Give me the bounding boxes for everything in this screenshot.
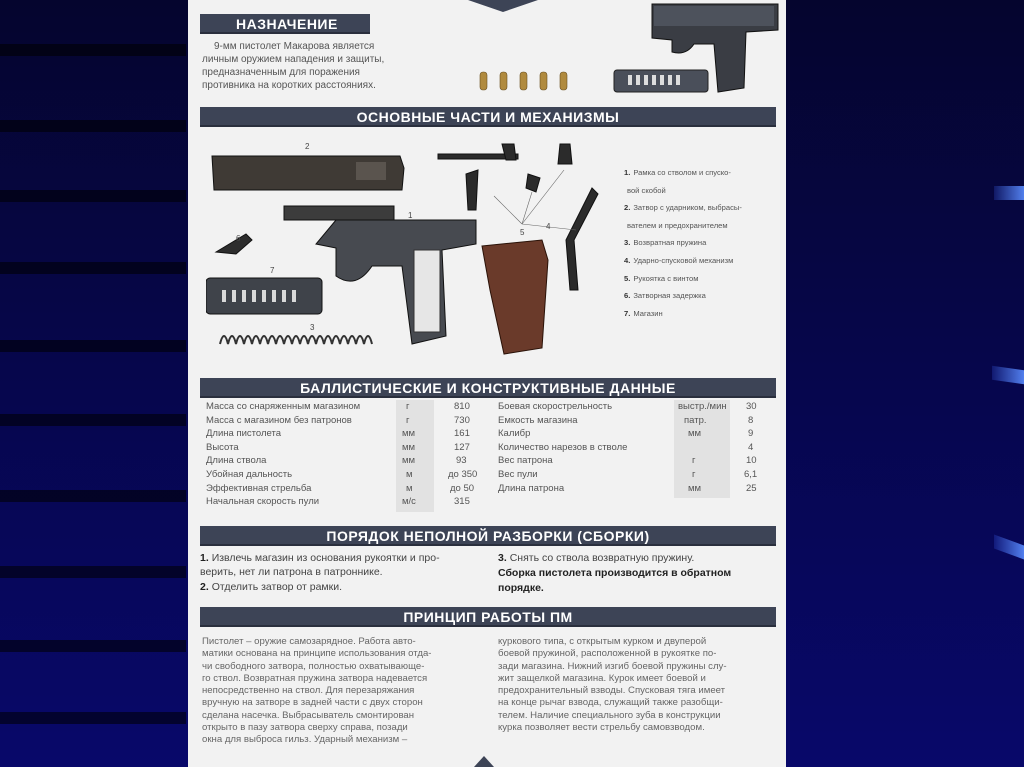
assembly-note-cont: порядке. <box>498 582 544 594</box>
section-title-principle: ПРИНЦИП РАБОТЫ ПМ <box>200 607 776 627</box>
assembly-note: Сборка пистолета производится в обратном <box>498 567 732 579</box>
slide-part <box>212 156 404 190</box>
table-row: Количество нарезов в стволе 4 <box>498 441 754 453</box>
table-row: Вес пули г 6,1 <box>498 468 758 480</box>
section-title-ballistic: БАЛЛИСТИЧЕСКИЕ И КОНСТРУКТИВНЫЕ ДАННЫЕ <box>200 378 776 398</box>
section-title-purpose: НАЗНАЧЕНИЕ <box>200 14 370 34</box>
legend-item: 4. Ударно-спусковой механизм <box>624 255 734 265</box>
table-row: Высота мм 127 <box>206 441 470 453</box>
bg-glow <box>994 186 1024 200</box>
pistol-image <box>642 0 786 96</box>
step-2: 2. Отделить затвор от рамки. <box>200 581 343 593</box>
legend-item: 2. Затвор с ударником, выбрасы- <box>624 203 742 213</box>
ballistic-table-right <box>498 400 778 495</box>
text-line: жит защелкой магазина. Курок имеет боевой и <box>498 672 706 684</box>
bg-streak <box>0 712 186 724</box>
text-line: матики основана на принципе использования отда- <box>202 648 432 660</box>
text-line: Пистолет – оружие самозарядное. Работа авто- <box>202 636 416 647</box>
legend-item: 1. Рамка со стволом и спуско- <box>624 168 731 177</box>
purpose-line: 9-мм пистолет Макарова является <box>214 41 375 52</box>
ballistic-table-left <box>206 400 496 509</box>
table-row: Длина патрона мм 25 <box>498 482 757 494</box>
part-label-1: 1 <box>408 211 413 220</box>
legend-item: вой скобой <box>627 185 666 195</box>
table-row: Масса с магазином без патронов г 730 <box>206 414 470 426</box>
recoil-spring-part <box>220 336 372 344</box>
text-line: окна для выброса гильз. Ударный механизм – <box>202 734 408 746</box>
text-line: куркового типа, с открытым курком и двуперой <box>498 636 707 647</box>
bg-streak <box>0 340 186 352</box>
text-line: курка позволяет вести стрельбу самовзводом. <box>498 722 705 734</box>
text-line: предохранительный взводы. Спусковая тяга имеет <box>498 685 726 697</box>
text-line: телем. Наличие специального зуба в конструкции <box>498 709 721 721</box>
bg-streak <box>0 640 186 652</box>
purpose-line: предназначенным для поражения <box>202 67 360 78</box>
bg-glow <box>994 535 1024 560</box>
legend-item: вателем и предохранителем <box>627 220 728 230</box>
bg-streak <box>0 566 186 578</box>
bg-streak <box>0 414 186 426</box>
legend-item: 5. Рукоятка с винтом <box>624 273 699 283</box>
bg-streak <box>0 120 186 132</box>
table-row: Эффективная стрельба м до 50 <box>206 482 475 494</box>
text-line: го ствол. Возвратная пружина затвора надевается <box>202 672 428 684</box>
text-line: открыто в пазу затвора сверху справа, позади <box>202 722 408 734</box>
table-row: Начальная скорость пули м/с 315 <box>206 496 470 508</box>
bg-streak <box>0 262 186 274</box>
step-1: 1. Извлечь магазин из основания рукоятки и про- <box>200 552 440 564</box>
table-row: Масса со снаряженным магазином г 810 <box>206 401 470 412</box>
legend-item: 6. Затворная задержка <box>624 291 706 301</box>
table-row: Емкость магазина патр. 8 <box>498 414 754 426</box>
text-line: боевой пружиной, расположенной в рукоятке по- <box>498 648 717 660</box>
principle-text-left <box>202 636 482 747</box>
section-title-parts: ОСНОВНЫЕ ЧАСТИ И МЕХАНИЗМЫ <box>200 107 776 127</box>
text-line: зади магазина. Нижний изгиб боевой пружины слу- <box>498 660 727 672</box>
bottom-notch <box>474 754 494 767</box>
table-row: Боевая скорострельность выстр./мин 30 <box>498 401 757 412</box>
parts-legend <box>624 164 780 322</box>
part-label-6: 6 <box>236 234 241 243</box>
part-label-2: 2 <box>305 142 310 151</box>
part-label-7: 7 <box>270 266 275 275</box>
legend-item: 3. Возвратная пружина <box>624 238 707 248</box>
slide-stop-part <box>216 234 252 254</box>
part-label-3: 3 <box>310 323 315 332</box>
principle-text-right <box>498 636 776 734</box>
bg-glow <box>992 366 1024 384</box>
table-row: Длина ствола мм 93 <box>206 455 467 467</box>
section-title-disassembly: ПОРЯДОК НЕПОЛНОЙ РАЗБОРКИ (СБОРКИ) <box>200 526 776 546</box>
legend-item: 7. Магазин <box>624 308 663 318</box>
bg-streak <box>0 44 186 56</box>
part-label-5: 5 <box>520 228 525 237</box>
purpose-line: противника на коротких расстояниях. <box>202 80 376 91</box>
poster <box>188 0 786 767</box>
table-row: Вес патрона г 10 <box>498 455 757 467</box>
text-line: на конце рычаг взвода, служащий также разобщи- <box>498 697 723 709</box>
purpose-line: личным оружием нападения и защиты, <box>202 54 385 65</box>
bg-streak <box>0 190 186 202</box>
top-notch <box>468 0 538 12</box>
text-line: непосредственно на ствол. Для перезаряжания <box>202 685 415 697</box>
text-line: сделана насечка. Выбрасыватель смонтирован <box>202 709 415 721</box>
grip-part <box>482 240 548 354</box>
bg-streak <box>0 490 186 502</box>
step-1-cont: верить, нет ли патрона в патроннике. <box>200 566 383 578</box>
table-row: Длина пистолета мм 161 <box>206 428 470 440</box>
magazine-part <box>206 278 322 314</box>
text-line: вручную на затворе в задней части с двух сторон <box>202 697 423 709</box>
table-row: Убойная дальность м до 350 <box>206 468 478 480</box>
cartridges-image <box>478 66 588 94</box>
parts-diagram <box>206 140 626 372</box>
table-row: Калибр мм 9 <box>498 428 754 440</box>
text-line: чи свободного затвора, полностью охватывающе- <box>202 660 425 672</box>
part-label-4: 4 <box>546 222 551 231</box>
step-3: 3. Снять со ствола возвратную пружину. <box>498 552 695 564</box>
